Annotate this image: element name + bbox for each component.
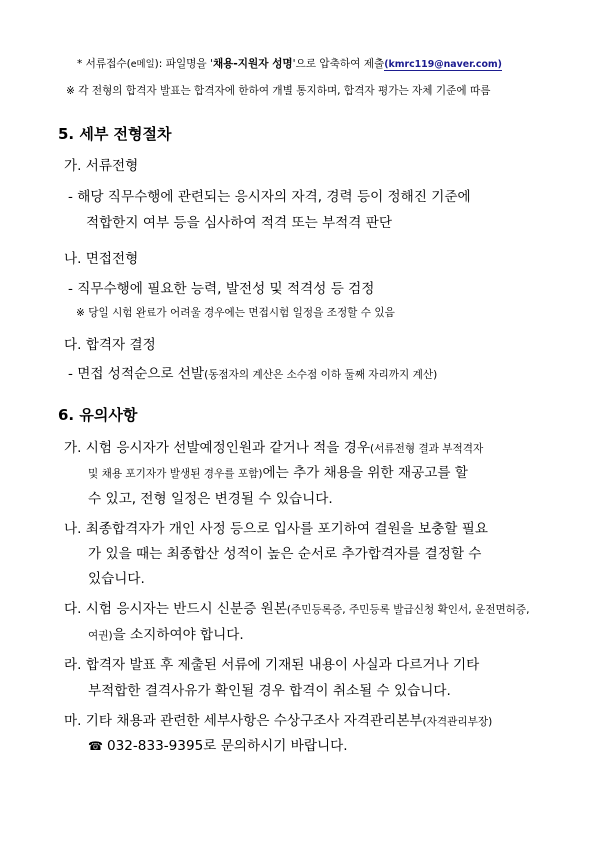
sec6-ga-line3: 수 있고, 전형 일정은 변경될 수 있습니다. (88, 491, 333, 507)
text: 및 채용 포기자가 발생된 경우를 포함) (88, 468, 263, 480)
sec6-ma-line1 (64, 715, 492, 729)
sec6-ga-line2 (88, 467, 468, 481)
sec5-ga-heading: 가. 서류전형 (64, 158, 139, 174)
sec6-ra-line1: 라. 합격자 발표 후 제출된 서류에 기재된 내용이 사실과 다르거나 기타 (64, 657, 480, 673)
section-5-title: 5. 세부 전형절차 (58, 125, 172, 143)
text: 여권) (88, 630, 113, 642)
sec6-ra-line2: 부적합한 결격사유가 확인될 경우 합격이 취소될 수 있습니다. (88, 683, 451, 699)
sec5-na-line1: - 직무수행에 필요한 능력, 발전성 및 적격성 등 검정 (68, 281, 375, 297)
filename-format: 채용-지원자 성명 (212, 58, 293, 70)
sec6-na-line1: 나. 최종합격자가 개인 사정 등으로 입사를 포기하여 결원을 보충할 필요 (64, 521, 489, 537)
text: '으로 압축하여 제출 (292, 58, 385, 70)
sec5-da-heading: 다. 합격자 결정 (64, 337, 156, 353)
sec6-da-line2 (88, 629, 244, 643)
submission-note (77, 59, 502, 70)
text: e메일 (130, 59, 155, 70)
sec5-na-note: ※ 당일 시험 완료가 어려울 경우에는 면접시험 일정을 조정할 수 있음 (76, 307, 395, 319)
text: 다. 시험 응시자는 반드시 신분증 원본 (64, 601, 287, 617)
contact-phone: 032-833-9395로 문의하시기 바랍니다. (106, 738, 348, 754)
text: 마. 기타 채용과 관련한 세부사항은 수상구조사 자격관리본부 (64, 713, 423, 729)
text: 에는 추가 채용을 위한 재공고를 할 (262, 465, 468, 481)
sec5-da-line1 (68, 368, 437, 382)
text: 서류접수( (85, 58, 131, 70)
bullet: * (77, 58, 83, 70)
text: - 면접 성적순으로 선발 (68, 366, 205, 382)
text: ): 파일명을 ' (154, 58, 213, 70)
text: 을 소지하여야 합니다. (112, 627, 244, 643)
sec6-na-line2: 가 있을 때는 최종합산 성적이 높은 순서로 추가합격자를 결정할 수 (88, 546, 482, 562)
section-6-title: 6. 유의사항 (58, 406, 138, 424)
text: (동점자의 계산은 소수점 이하 둘째 자리까지 계산) (204, 369, 438, 381)
sec6-na-line3: 있습니다. (88, 571, 145, 587)
telephone-icon: ☎ (88, 739, 103, 753)
text: (자격관리부장) (422, 716, 493, 728)
sec5-ga-line2: 적합한지 여부 등을 심사하여 적격 또는 부적격 판단 (86, 215, 393, 231)
sec6-da-line1 (64, 603, 530, 617)
text: (서류전형 결과 부적격자 (370, 443, 484, 455)
sec5-na-heading: 나. 면접전형 (64, 251, 139, 267)
text: 가. 시험 응시자가 선발예정인원과 같거나 적을 경우 (64, 440, 371, 456)
text: (주민등록증, 주민등록 발급신청 확인서, 운전면허증, (286, 604, 530, 616)
announcement-note: ※ 각 전형의 합격자 발표는 합격자에 한하여 개별 통지하며, 합격자 평가는 자체 기준에 따름 (66, 85, 491, 97)
sec6-ga-line1 (64, 442, 483, 456)
sec5-ga-line1: - 해당 직무수행에 관련되는 응시자의 자격, 경력 등이 정해진 기준에 (68, 189, 471, 205)
sec6-ma-line2 (88, 740, 348, 754)
email-address: (kmrc119@naver.com) (384, 59, 502, 70)
